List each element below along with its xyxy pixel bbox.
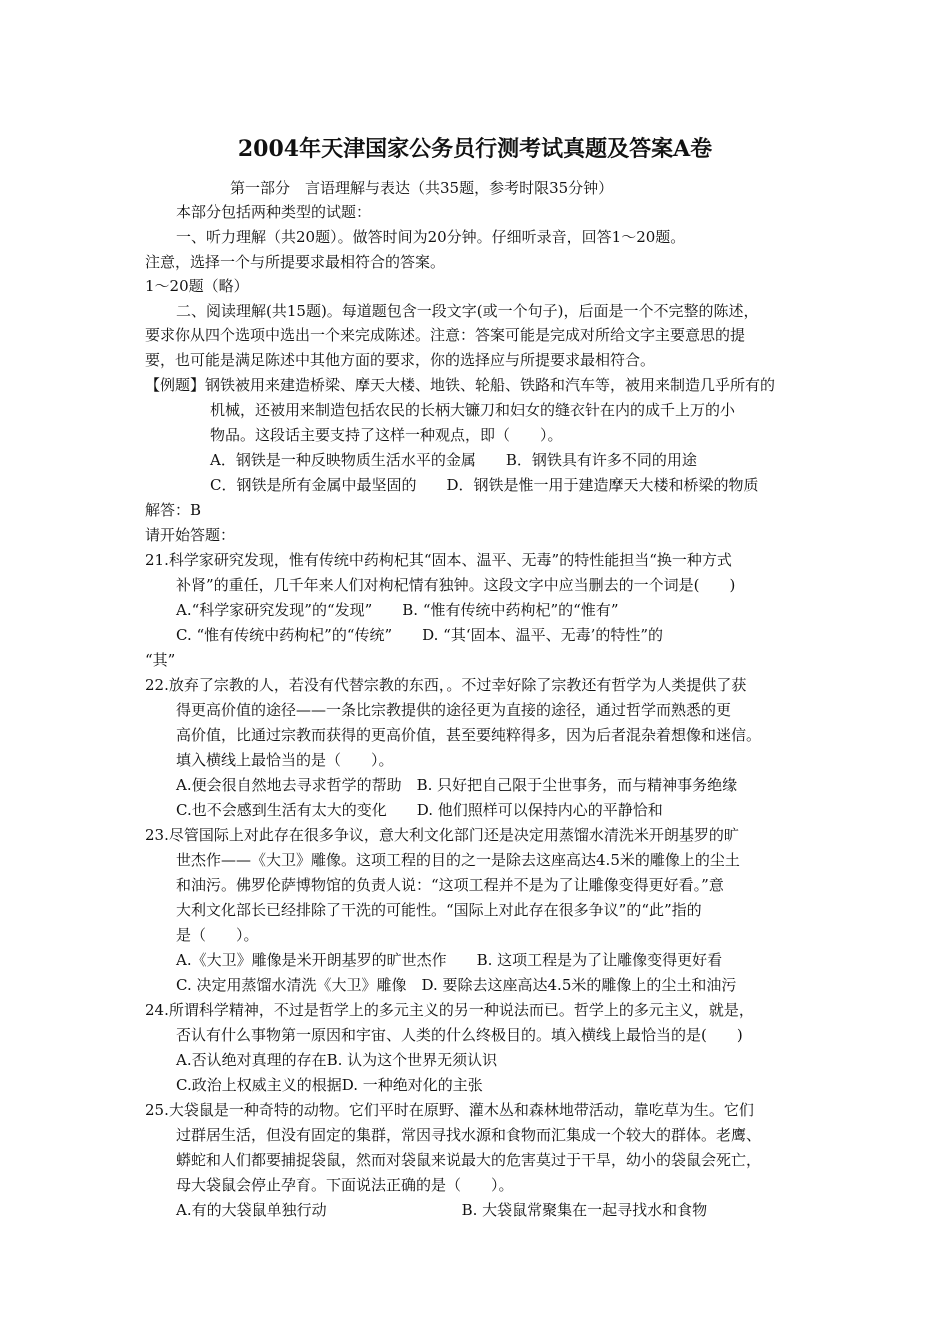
question-23-option: C. 决定用蒸馏水清洗《大卫》雕像 D. 要除去这座高达4.5米的雕像上的尘土和油污 <box>176 976 737 994</box>
question-24-option: C.政治上权威主义的根据D. 一种绝对化的主张 <box>176 1076 483 1094</box>
question-22-line: 填入横线上最恰当的是（ ）。 <box>176 751 394 769</box>
question-22-option: A.便会很自然地去寻求哲学的帮助 B. 只好把自己限于尘世事务，而与精神事务绝缘 <box>176 776 738 794</box>
question-23-line: 是（ ）。 <box>176 926 259 944</box>
question-21-line: 21.科学家研究发现，惟有传统中药枸杞其“固本、温平、无毒”的特性能担当“换一种方式 <box>145 551 732 569</box>
intro-line: 一、听力理解（共20题）。做答时间为20分钟。仔细听录音，回答1～20题。 <box>176 228 686 246</box>
example-stem: 机械，还被用来制造包括农民的长柄大镰刀和妇女的缝衣针在内的成千上万的小 <box>210 401 736 419</box>
example-stem: 【例题】钢铁被用来建造桥梁、摩天大楼、地铁、轮船、铁路和汽车等，被用来制造几乎所有的 <box>145 376 776 394</box>
question-24-line: 否认有什么事物第一原因和宇宙、人类的什么终极目的。填入横线上最恰当的是( ) <box>176 1026 743 1044</box>
example-stem: 物品。这段话主要支持了这样一种观点，即（ ）。 <box>210 426 563 444</box>
question-24-line: 24.所谓科学精神，不过是哲学上的多元主义的另一种说法而已。哲学上的多元主义，就是， <box>145 1001 754 1019</box>
intro-line: 二、阅读理解(共15题)。每道题包含一段文字(或一个句子)，后面是一个不完整的陈述， <box>176 302 759 320</box>
example-option: A．钢铁是一种反映物质生活水平的金属 B．钢铁具有许多不同的用途 <box>210 451 697 469</box>
example-option: C．钢铁是所有金属中最坚固的 D．钢铁是惟一用于建造摩天大楼和桥梁的物质 <box>210 476 759 494</box>
question-22-line: 22.放弃了宗教的人，若没有代替宗教的东西，。不过幸好除了宗教还有哲学为人类提供了获 <box>145 676 747 694</box>
section-heading: 第一部分 言语理解与表达（共35题，参考时限35分钟） <box>230 179 614 197</box>
start-prompt: 请开始答题： <box>145 526 236 544</box>
document-title: 2004年天津国家公务员行测考试真题及答案A卷 <box>237 136 713 162</box>
question-21-option: “其” <box>145 651 176 669</box>
intro-line: 注意，选择一个与所提要求最相符合的答案。 <box>145 253 446 271</box>
question-21-option: C. “惟有传统中药枸杞”的“传统” D. “其‘固本、温平、无毒’的特性”的 <box>176 626 664 644</box>
intro-line: 要，也可能是满足陈述中其他方面的要求，你的选择应与所提要求最相符合。 <box>145 351 656 369</box>
question-22-line: 高价值，比通过宗教而获得的更高价值，甚至要纯粹得多，因为后者混杂着想像和迷信。 <box>176 726 762 744</box>
intro-line: 要求你从四个选项中选出一个来完成陈述。注意：答案可能是完成对所给文字主要意思的提 <box>145 326 746 344</box>
question-25-line: 过群居生活，但没有固定的集群，常因寻找水源和食物而汇集成一个较大的群体。老鹰、 <box>176 1126 762 1144</box>
question-25-line: 母大袋鼠会停止孕育。下面说法正确的是（ ）。 <box>176 1176 514 1194</box>
question-21-option: A.“科学家研究发现”的“发现” B. “惟有传统中药枸杞”的“惟有” <box>176 601 619 619</box>
question-23-option: A.《大卫》雕像是米开朗基罗的旷世杰作 B. 这项工程是为了让雕像变得更好看 <box>176 951 723 969</box>
question-21-line: 补肾”的重任，几千年来人们对枸杞情有独钟。这段文字中应当删去的一个词是( ) <box>176 576 736 594</box>
intro-line: 本部分包括两种类型的试题： <box>176 203 372 221</box>
question-25-option: A.有的大袋鼠单独行动 B. 大袋鼠常聚集在一起寻找水和食物 <box>176 1201 708 1219</box>
example-answer: 解答：B <box>145 501 202 519</box>
question-25-line: 蟒蛇和人们都要捕捉袋鼠，然而对袋鼠来说最大的危害莫过于干旱，幼小的袋鼠会死亡， <box>176 1151 762 1169</box>
question-23-line: 大利文化部长已经排除了干洗的可能性。“国际上对此存在很多争议”的“此”指的 <box>176 901 702 919</box>
intro-line: 1～20题（略） <box>145 277 249 295</box>
question-23-line: 23.尽管国际上对此存在很多争议，意大利文化部门还是决定用蒸馏水清洗米开朗基罗的旷 <box>145 826 739 844</box>
question-22-line: 得更高价值的途径——一条比宗教提供的途径更为直接的途径，通过哲学而熟悉的更 <box>176 701 732 719</box>
question-23-line: 和油污。佛罗伦萨博物馆的负责人说：“这项工程并不是为了让雕像变得更好看。”意 <box>176 876 724 894</box>
question-24-option: A.否认绝对真理的存在B. 认为这个世界无须认识 <box>176 1051 498 1069</box>
question-22-option: C.也不会感到生活有太大的变化 D. 他们照样可以保持内心的平静恰和 <box>176 801 663 819</box>
question-25-line: 25.大袋鼠是一种奇特的动物。它们平时在原野、灌木丛和森林地带活动，靠吃草为生。它们 <box>145 1101 754 1119</box>
question-23-line: 世杰作——《大卫》雕像。这项工程的目的之一是除去这座高达4.5米的雕像上的尘土 <box>176 851 740 869</box>
